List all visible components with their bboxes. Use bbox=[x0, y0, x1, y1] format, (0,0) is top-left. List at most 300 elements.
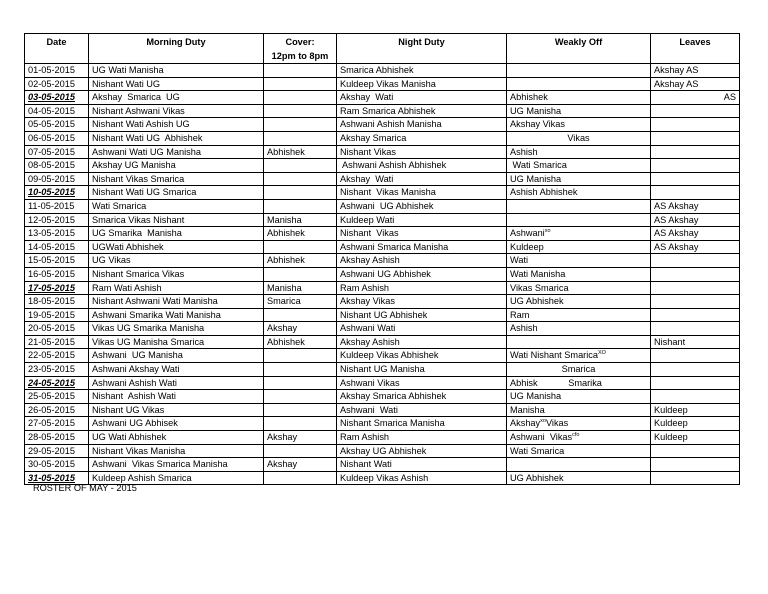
date-cell bbox=[25, 227, 89, 241]
weekly-off-cell-text: Wati Nishant Smarica bbox=[510, 350, 598, 361]
leaves-cell-text: Akshay AS bbox=[654, 65, 699, 75]
weekly-off-cell bbox=[507, 104, 651, 118]
morning-duty-cell bbox=[89, 431, 264, 445]
weekly-off-cell-text: UG Abhishek bbox=[510, 472, 564, 483]
date-cell-text: 28-05-2015 bbox=[28, 432, 75, 443]
date-cell bbox=[25, 118, 89, 132]
morning-duty-cell-text: Ashwani Vikas Smarica Manisha bbox=[92, 459, 228, 470]
leaves-cell bbox=[651, 431, 740, 445]
weekly-off-cell bbox=[507, 267, 651, 281]
date-cell bbox=[25, 376, 89, 390]
night-duty-cell bbox=[337, 118, 507, 132]
leaves-cell bbox=[651, 172, 740, 186]
morning-duty-cell-text: Nishant Wati UG Abhishek bbox=[92, 132, 203, 143]
cover-cell bbox=[264, 403, 337, 417]
weekly-off-cell-text: Ashwani Vikas bbox=[510, 432, 573, 443]
morning-duty-cell-text: Kuldeep Ashish Smarica bbox=[92, 472, 192, 483]
night-duty-cell-text: Akshay Ashish bbox=[340, 255, 400, 266]
morning-duty-cell-text: Nishant Ashwani Vikas bbox=[92, 105, 185, 116]
table-row bbox=[25, 403, 740, 417]
night-duty-cell bbox=[337, 77, 507, 91]
night-duty-cell-text: Nishant UG Abhishek bbox=[340, 309, 428, 320]
leaves-cell bbox=[651, 118, 740, 132]
night-duty-cell bbox=[337, 349, 507, 363]
morning-duty-cell-text: Nishant Vikas Smarica bbox=[92, 173, 185, 184]
cover-cell-text: Akshay bbox=[267, 432, 298, 443]
night-duty-cell-text: Ashwani Wati bbox=[340, 404, 398, 415]
morning-duty-cell bbox=[89, 458, 264, 472]
date-cell bbox=[25, 458, 89, 472]
leaves-cell-text: AS Akshay bbox=[654, 241, 699, 252]
cover-cell bbox=[264, 390, 337, 404]
weekly-off-cell-text: Ashish bbox=[510, 146, 538, 157]
date-cell-text: 01-05-2015 bbox=[28, 65, 75, 75]
morning-duty-cell-text: Akshay UG Manisha bbox=[92, 160, 176, 171]
header-cover-line2: 12pm to 8pm bbox=[271, 51, 329, 61]
leaves-cell-text: Kuldeep bbox=[654, 404, 688, 415]
date-cell-text: 22-05-2015 bbox=[28, 350, 75, 361]
weekly-off-cell bbox=[507, 77, 651, 91]
leaves-cell-text: AS Akshay bbox=[654, 214, 699, 225]
table-row bbox=[25, 159, 740, 173]
cover-cell-text: Manisha bbox=[267, 214, 302, 225]
morning-duty-cell-text: Nishant Smarica Vikas bbox=[92, 268, 185, 279]
weekly-off-cell bbox=[507, 213, 651, 227]
morning-duty-cell bbox=[89, 199, 264, 213]
table-row bbox=[25, 444, 740, 458]
table-row bbox=[25, 295, 740, 309]
weekly-off-cell-text: UG Manisha bbox=[510, 105, 562, 116]
cover-cell-text: Manisha bbox=[267, 282, 302, 293]
cover-cell bbox=[264, 431, 337, 445]
morning-duty-cell bbox=[89, 349, 264, 363]
table-row bbox=[25, 131, 740, 145]
cover-cell bbox=[264, 131, 337, 145]
morning-duty-cell bbox=[89, 295, 264, 309]
weekly-off-cell bbox=[507, 118, 651, 132]
morning-duty-cell bbox=[89, 227, 264, 241]
morning-duty-cell bbox=[89, 376, 264, 390]
cover-cell bbox=[264, 199, 337, 213]
table-row bbox=[25, 390, 740, 404]
date-cell bbox=[25, 363, 89, 377]
date-cell-text: 18-05-2015 bbox=[28, 296, 75, 307]
weekly-off-cell bbox=[507, 417, 651, 431]
morning-duty-cell-text: Ram Wati Ashish bbox=[92, 282, 162, 293]
morning-duty-cell bbox=[89, 64, 264, 78]
morning-duty-cell bbox=[89, 240, 264, 254]
night-duty-cell bbox=[337, 131, 507, 145]
date-cell bbox=[25, 77, 89, 91]
date-cell bbox=[25, 145, 89, 159]
cover-cell bbox=[264, 267, 337, 281]
night-duty-cell-text: Ram Smarica Abhishek bbox=[340, 105, 436, 116]
morning-duty-cell-text: Smarica Vikas Nishant bbox=[92, 214, 185, 225]
morning-duty-cell-text: Ashwani Smarika Wati Manisha bbox=[92, 309, 221, 320]
table-row bbox=[25, 186, 740, 200]
date-cell-text: 26-05-2015 bbox=[28, 404, 75, 415]
cover-cell bbox=[264, 308, 337, 322]
morning-duty-cell bbox=[89, 390, 264, 404]
night-duty-cell-text: Nishant Smarica Manisha bbox=[340, 418, 445, 429]
date-cell-text: 31-05-2015 bbox=[28, 472, 75, 483]
morning-duty-cell-text: Ashwani Wati UG Manisha bbox=[92, 146, 201, 157]
leaves-cell-text: AS Akshay bbox=[654, 200, 699, 211]
morning-duty-cell bbox=[89, 172, 264, 186]
leaves-cell bbox=[651, 131, 740, 145]
cover-cell bbox=[264, 444, 337, 458]
table-row bbox=[25, 227, 740, 241]
table-row bbox=[25, 118, 740, 132]
cover-cell-text: Abhishek bbox=[267, 336, 305, 347]
morning-duty-cell bbox=[89, 267, 264, 281]
table-row bbox=[25, 417, 740, 431]
date-cell bbox=[25, 322, 89, 336]
night-duty-cell bbox=[337, 186, 507, 200]
weekly-off-cell-text: Ashish Abhishek bbox=[510, 187, 578, 198]
weekly-off-cell-text: Vikas bbox=[567, 132, 590, 143]
night-duty-cell-text: Kuldeep Vikas Abhishek bbox=[340, 350, 439, 361]
weekly-off-superscript: xo bbox=[544, 228, 551, 235]
date-cell-text: 13-05-2015 bbox=[28, 228, 75, 239]
weekly-off-cell-text: Smarica bbox=[561, 364, 596, 375]
date-cell-text: 08-05-2015 bbox=[28, 160, 75, 171]
table-row bbox=[25, 431, 740, 445]
night-duty-cell bbox=[337, 471, 507, 485]
night-duty-cell-text: Smarica Abhishek bbox=[340, 65, 414, 75]
morning-duty-cell bbox=[89, 363, 264, 377]
weekly-off-cell-text: Ram bbox=[510, 309, 530, 320]
weekly-off-cell-text: Abhishek bbox=[510, 92, 548, 103]
date-cell bbox=[25, 213, 89, 227]
morning-duty-cell-text: Nishant Vikas Manisha bbox=[92, 445, 186, 456]
cover-cell bbox=[264, 240, 337, 254]
cover-cell bbox=[264, 376, 337, 390]
morning-duty-cell-text: Ashwani UG Abhisek bbox=[92, 418, 178, 429]
date-cell-text: 02-05-2015 bbox=[28, 78, 75, 89]
morning-duty-cell bbox=[89, 145, 264, 159]
date-cell-text: 14-05-2015 bbox=[28, 241, 75, 252]
table-row bbox=[25, 308, 740, 322]
leaves-cell bbox=[651, 403, 740, 417]
night-duty-cell bbox=[337, 172, 507, 186]
morning-duty-cell bbox=[89, 77, 264, 91]
date-cell bbox=[25, 159, 89, 173]
date-cell-text: 03-05-2015 bbox=[28, 92, 75, 103]
night-duty-cell-text: Nishant Wati bbox=[340, 459, 392, 470]
weekly-off-cell bbox=[507, 91, 651, 105]
date-cell-text: 27-05-2015 bbox=[28, 418, 75, 429]
date-cell bbox=[25, 172, 89, 186]
leaves-cell bbox=[651, 281, 740, 295]
header-night-duty: Night Duty bbox=[337, 34, 507, 64]
header-weekly-off: Weakly Off bbox=[507, 34, 651, 64]
table-row bbox=[25, 91, 740, 105]
weekly-off-cell-text: Manisha bbox=[510, 404, 545, 415]
cover-cell bbox=[264, 322, 337, 336]
cover-cell bbox=[264, 118, 337, 132]
night-duty-cell bbox=[337, 322, 507, 336]
leaves-cell-text: Akshay AS bbox=[654, 78, 699, 89]
morning-duty-cell-text: Nishant Wati UG bbox=[92, 78, 161, 89]
night-duty-cell-text: Ashwani Smarica Manisha bbox=[340, 241, 449, 252]
night-duty-cell-text: Ashwani UG Abhishek bbox=[340, 200, 434, 211]
night-duty-cell bbox=[337, 267, 507, 281]
weekly-off-cell-text: Wati Smarica bbox=[510, 445, 565, 456]
leaves-cell bbox=[651, 322, 740, 336]
morning-duty-cell bbox=[89, 186, 264, 200]
date-cell bbox=[25, 199, 89, 213]
date-cell bbox=[25, 240, 89, 254]
date-cell-text: 24-05-2015 bbox=[28, 377, 75, 388]
night-duty-cell bbox=[337, 199, 507, 213]
night-duty-cell bbox=[337, 444, 507, 458]
date-cell-text: 29-05-2015 bbox=[28, 445, 75, 456]
date-cell-text: 30-05-2015 bbox=[28, 459, 75, 470]
header-cover-line1: Cover: bbox=[285, 37, 315, 47]
header-row bbox=[25, 34, 740, 64]
leaves-cell bbox=[651, 199, 740, 213]
date-cell bbox=[25, 281, 89, 295]
weekly-off-cell-text: Ashish bbox=[510, 323, 538, 334]
cover-cell bbox=[264, 417, 337, 431]
night-duty-cell bbox=[337, 227, 507, 241]
cover-cell bbox=[264, 471, 337, 485]
night-duty-cell bbox=[337, 104, 507, 118]
date-cell bbox=[25, 254, 89, 268]
weekly-off-cell bbox=[507, 308, 651, 322]
leaves-cell-text: AS Akshay bbox=[654, 228, 699, 239]
header-cover bbox=[264, 34, 337, 64]
date-cell-text: 20-05-2015 bbox=[28, 323, 75, 334]
weekly-off-cell bbox=[507, 458, 651, 472]
weekly-off-cell bbox=[507, 390, 651, 404]
table-row bbox=[25, 363, 740, 377]
morning-duty-cell-text: Wati Smarica bbox=[92, 200, 147, 211]
night-duty-cell-text: Akshay UG Abhishek bbox=[340, 445, 427, 456]
table-row bbox=[25, 145, 740, 159]
weekly-off-cell bbox=[507, 403, 651, 417]
table-row bbox=[25, 458, 740, 472]
night-duty-cell bbox=[337, 281, 507, 295]
date-cell-text: 04-05-2015 bbox=[28, 105, 75, 116]
morning-duty-cell bbox=[89, 335, 264, 349]
morning-duty-cell bbox=[89, 91, 264, 105]
weekly-off-cell bbox=[507, 349, 651, 363]
morning-duty-cell-text: UG Smarika Manisha bbox=[92, 228, 182, 239]
weekly-off-cell bbox=[507, 376, 651, 390]
date-cell-text: 05-05-2015 bbox=[28, 119, 75, 130]
roster-body bbox=[25, 64, 740, 485]
date-cell-text: 11-05-2015 bbox=[28, 200, 75, 211]
table-row bbox=[25, 281, 740, 295]
leaves-cell bbox=[651, 145, 740, 159]
cover-cell bbox=[264, 335, 337, 349]
date-cell bbox=[25, 444, 89, 458]
morning-duty-cell-text: UG Vikas bbox=[92, 255, 131, 266]
weekly-off-cell bbox=[507, 64, 651, 78]
night-duty-cell bbox=[337, 458, 507, 472]
date-cell bbox=[25, 417, 89, 431]
cover-cell-text: Abhishek bbox=[267, 146, 305, 157]
leaves-cell bbox=[651, 444, 740, 458]
weekly-off-cell bbox=[507, 322, 651, 336]
leaves-cell-text: Kuldeep bbox=[654, 418, 688, 429]
leaves-cell bbox=[651, 376, 740, 390]
weekly-off-cell-text: Wati Smarica bbox=[510, 160, 567, 171]
night-duty-cell-text: Kuldeep Vikas Manisha bbox=[340, 78, 436, 89]
date-cell-text: 15-05-2015 bbox=[28, 255, 75, 266]
date-cell bbox=[25, 186, 89, 200]
table-row bbox=[25, 77, 740, 91]
leaves-cell bbox=[651, 471, 740, 485]
date-cell bbox=[25, 267, 89, 281]
cover-cell bbox=[264, 458, 337, 472]
night-duty-cell bbox=[337, 159, 507, 173]
weekly-off-cell bbox=[507, 471, 651, 485]
date-cell bbox=[25, 390, 89, 404]
weekly-off-cell bbox=[507, 444, 651, 458]
morning-duty-cell-text: UG Wati Manisha bbox=[92, 65, 164, 75]
leaves-cell bbox=[651, 417, 740, 431]
morning-duty-cell bbox=[89, 254, 264, 268]
date-cell bbox=[25, 295, 89, 309]
leaves-cell bbox=[651, 240, 740, 254]
morning-duty-cell-text: UG Wati Abhishek bbox=[92, 432, 167, 443]
morning-duty-cell bbox=[89, 308, 264, 322]
roster-caption: ROSTER OF MAY - 2015 bbox=[33, 483, 137, 493]
weekly-off-cell-text: Akshay Vikas bbox=[510, 119, 565, 130]
weekly-off-cell bbox=[507, 431, 651, 445]
weekly-off-cell bbox=[507, 227, 651, 241]
leaves-cell bbox=[651, 267, 740, 281]
morning-duty-cell-text: Nishant UG Vikas bbox=[92, 404, 165, 415]
night-duty-cell bbox=[337, 403, 507, 417]
table-row bbox=[25, 104, 740, 118]
weekly-off-cell-text: Ashwani bbox=[510, 228, 545, 239]
night-duty-cell-text: Akshay Smarica bbox=[340, 132, 407, 143]
table-row bbox=[25, 335, 740, 349]
weekly-off-superscript: XO bbox=[598, 350, 606, 357]
weekly-off-cell bbox=[507, 172, 651, 186]
night-duty-cell-text: Kuldeep Vikas Ashish bbox=[340, 472, 429, 483]
date-cell bbox=[25, 335, 89, 349]
night-duty-cell bbox=[337, 363, 507, 377]
leaves-cell bbox=[651, 186, 740, 200]
night-duty-cell bbox=[337, 335, 507, 349]
leaves-cell bbox=[651, 390, 740, 404]
leaves-cell bbox=[651, 363, 740, 377]
cover-cell bbox=[264, 104, 337, 118]
table-row bbox=[25, 267, 740, 281]
morning-duty-cell bbox=[89, 417, 264, 431]
cover-cell bbox=[264, 77, 337, 91]
leaves-cell-text: AS bbox=[723, 92, 736, 103]
night-duty-cell-text: Nishant Vikas Manisha bbox=[340, 187, 436, 198]
date-cell-text: 10-05-2015 bbox=[28, 187, 75, 198]
table-row bbox=[25, 322, 740, 336]
night-duty-cell-text: Ram Ashish bbox=[340, 432, 390, 443]
night-duty-cell-text: Kuldeep Wati bbox=[340, 214, 395, 225]
date-cell bbox=[25, 91, 89, 105]
date-cell bbox=[25, 349, 89, 363]
night-duty-cell-text: Akshay Ashish bbox=[340, 336, 400, 347]
cover-cell-text: Abhishek bbox=[267, 228, 305, 239]
date-cell-text: 12-05-2015 bbox=[28, 214, 75, 225]
date-cell-text: 09-05-2015 bbox=[28, 173, 75, 184]
leaves-cell bbox=[651, 295, 740, 309]
date-cell-text: 16-05-2015 bbox=[28, 268, 75, 279]
leaves-cell bbox=[651, 104, 740, 118]
night-duty-cell-text: Ashwani Vikas bbox=[340, 377, 400, 388]
night-duty-cell bbox=[337, 390, 507, 404]
weekly-off-cell bbox=[507, 199, 651, 213]
table-row bbox=[25, 376, 740, 390]
cover-cell bbox=[264, 349, 337, 363]
table-row bbox=[25, 64, 740, 78]
night-duty-cell bbox=[337, 240, 507, 254]
night-duty-cell-text: Ashwani Ashish Abhishek bbox=[340, 160, 447, 171]
weekly-off-cell-text: UG Abhishek bbox=[510, 296, 564, 307]
cover-cell bbox=[264, 227, 337, 241]
date-cell-text: 19-05-2015 bbox=[28, 309, 75, 320]
night-duty-cell-text: Nishant Vikas bbox=[340, 228, 399, 239]
night-duty-cell bbox=[337, 145, 507, 159]
weekly-off-cell bbox=[507, 186, 651, 200]
cover-cell bbox=[264, 213, 337, 227]
date-cell bbox=[25, 403, 89, 417]
date-cell-text: 23-05-2015 bbox=[28, 364, 75, 375]
night-duty-cell bbox=[337, 213, 507, 227]
date-cell-text: 07-05-2015 bbox=[28, 146, 75, 157]
leaves-cell bbox=[651, 91, 740, 105]
night-duty-cell-text: Akshay Vikas bbox=[340, 296, 395, 307]
table-row bbox=[25, 213, 740, 227]
weekly-off-cell bbox=[507, 335, 651, 349]
weekly-off-cell bbox=[507, 295, 651, 309]
leaves-cell-text: Kuldeep bbox=[654, 432, 688, 443]
night-duty-cell-text: Ashwani Ashish Manisha bbox=[340, 119, 442, 130]
weekly-off-cell bbox=[507, 254, 651, 268]
date-cell-text: 06-05-2015 bbox=[28, 132, 75, 143]
leaves-cell bbox=[651, 335, 740, 349]
cover-cell-text: Abhishek bbox=[267, 255, 305, 266]
cover-cell bbox=[264, 295, 337, 309]
leaves-cell bbox=[651, 458, 740, 472]
leaves-cell bbox=[651, 159, 740, 173]
weekly-off-cell bbox=[507, 240, 651, 254]
weekly-off-cell bbox=[507, 159, 651, 173]
morning-duty-cell bbox=[89, 118, 264, 132]
cover-cell-text: Akshay bbox=[267, 323, 298, 334]
morning-duty-cell-text: UGWati Abhishek bbox=[92, 241, 164, 252]
night-duty-cell bbox=[337, 295, 507, 309]
night-duty-cell bbox=[337, 376, 507, 390]
night-duty-cell bbox=[337, 417, 507, 431]
date-cell-text: 17-05-2015 bbox=[28, 282, 75, 293]
leaves-cell bbox=[651, 349, 740, 363]
cover-cell bbox=[264, 254, 337, 268]
cover-cell bbox=[264, 281, 337, 295]
weekly-off-cell-text-after: Vikas bbox=[545, 418, 569, 429]
date-cell-text: 25-05-2015 bbox=[28, 391, 75, 402]
night-duty-cell-text: Akshay Wati bbox=[340, 173, 394, 184]
morning-duty-cell bbox=[89, 403, 264, 417]
morning-duty-cell-text: Vikas UG Smarika Manisha bbox=[92, 323, 205, 334]
morning-duty-cell bbox=[89, 213, 264, 227]
date-cell bbox=[25, 104, 89, 118]
date-cell bbox=[25, 308, 89, 322]
